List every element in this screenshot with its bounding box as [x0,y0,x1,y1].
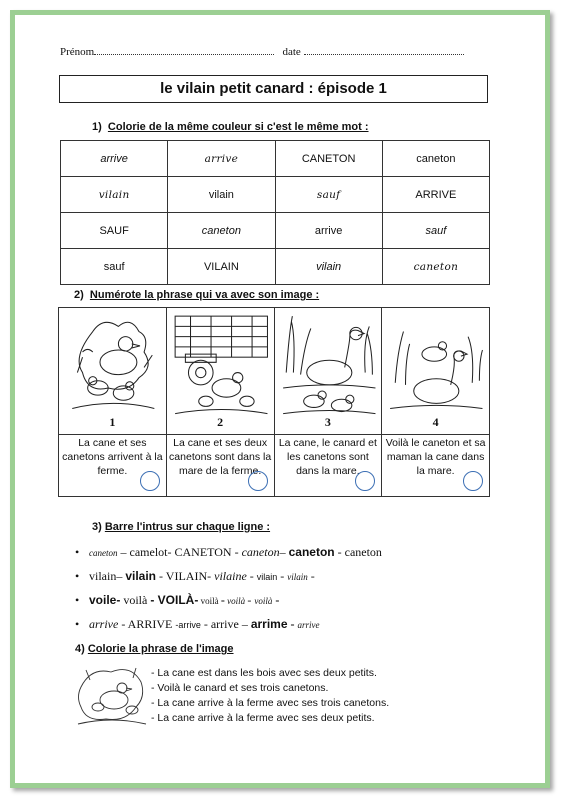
phrase-item[interactable]: - La cane est dans les bois avec ses deux petits. [151,667,377,679]
duck-family-illustration [76,662,148,734]
word-cell[interactable]: caneton [168,213,275,249]
prenom-label: Prénom [60,46,95,58]
section1-number: 1) [92,121,102,133]
table-row [61,177,490,213]
image-cell [382,308,489,496]
section4-heading [75,643,234,655]
answer-circle[interactable] [463,471,483,491]
image-cell [275,308,383,496]
word-cell[interactable]: ARRIVE [382,177,489,213]
phrase-item[interactable]: - La cane arrive à la ferme avec ses deux petits. [151,712,375,724]
section2-heading [74,289,319,301]
intrus-list [75,543,485,639]
date-label: date [282,46,301,58]
word-cell[interactable]: VILAIN [168,249,275,285]
page-title: le vilain petit canard : épisode 1 [59,75,488,103]
image-number: 1 [109,415,116,429]
section4-number: 4) [75,643,85,655]
table-row [61,213,490,249]
image-number: 3 [324,415,331,429]
image-number: 4 [432,415,439,429]
image-matching-grid [58,307,490,497]
word-cell[interactable]: arrive [61,141,168,177]
answer-circle[interactable] [140,471,160,491]
section1-heading [92,121,369,133]
section2-number: 2) [74,289,84,301]
image-number: 2 [217,415,224,429]
table-row [61,141,490,177]
image-caption: La cane et ses deux canetons sont dans la mare de la ferme. [169,437,272,477]
answer-circle[interactable] [248,471,268,491]
words-table [60,140,490,285]
ducks-farm-illustration [62,311,165,429]
section3-title: Barre l'intrus sur chaque ligne : [104,521,271,533]
word-cell[interactable]: caneton [382,141,489,177]
phrase-item[interactable]: - La cane arrive à la ferme avec ses trois canetons. [151,697,390,709]
word-cell[interactable]: arrive [168,141,275,177]
word-cell[interactable]: caneton [382,249,489,285]
word-cell[interactable]: sauf [61,249,168,285]
image-caption: La cane et ses canetons arrivent à la ferme. [62,437,163,477]
pond-ducks-illustration [278,311,381,429]
header-line [60,45,464,58]
word-cell[interactable]: SAUF [61,213,168,249]
table-row [61,249,490,285]
section3-number: 3) [92,521,102,533]
answer-circle[interactable] [355,471,375,491]
section4-title: Colorie la phrase de l'image [87,643,234,655]
intrus-line[interactable]: • vilain– vilain - VILAIN- vilaine - vilain - vilain - [75,567,485,591]
word-cell[interactable]: CANETON [275,141,382,177]
farm-pond-illustration [170,311,273,429]
phrases-list [151,666,389,726]
word-cell[interactable]: arrive [275,213,382,249]
word-cell[interactable]: vilain [168,177,275,213]
word-cell[interactable]: sauf [382,213,489,249]
section3-heading [92,521,270,533]
image-caption: La cane, le canard et les canetons sont dans la mare. [278,437,377,477]
duck-caneton-illustration [385,311,488,429]
section2-title: Numérote la phrase qui va avec son image : [89,289,320,301]
intrus-line[interactable]: • voile- voilà - VOILÀ- voilà - voilà - voilà - [75,591,485,615]
intrus-line[interactable]: • arrive - ARRIVE -arrive - arrive – arrime - arrive [75,615,485,639]
phrase-item[interactable]: - Voilà le canard et ses trois canetons. [151,682,329,694]
prenom-field[interactable] [94,45,274,55]
word-cell[interactable]: vilain [275,249,382,285]
image-cell [167,308,275,496]
intrus-line[interactable]: • caneton – camelot- CANETON - caneton– caneton - caneton [75,543,485,567]
date-field[interactable] [304,45,464,55]
image-cell [59,308,167,496]
section1-title: Colorie de la même couleur si c'est le même mot : [107,121,369,133]
word-cell[interactable]: sauf [275,177,382,213]
word-cell[interactable]: vilain [61,177,168,213]
image-caption: Voilà le caneton et sa maman la cane dans la mare. [385,437,486,477]
